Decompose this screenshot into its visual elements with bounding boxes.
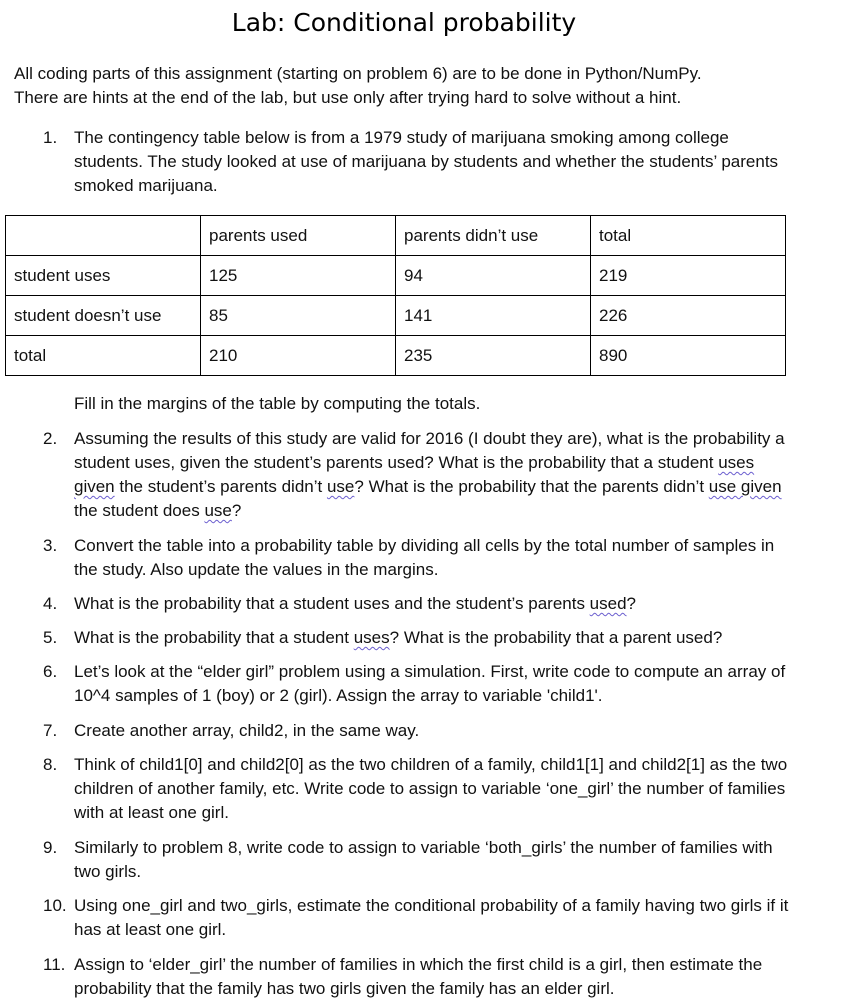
spellcheck-segment: use <box>204 501 232 520</box>
text-segment: the student’s parents didn’t <box>114 477 327 496</box>
table-header-row <box>6 216 786 256</box>
table-cell: 210 <box>201 336 396 376</box>
text-segment: ? <box>626 594 637 613</box>
question-number: 5. <box>43 628 58 647</box>
question-number: 3. <box>43 536 58 555</box>
table-cell: 235 <box>396 336 591 376</box>
table-cell <box>6 216 201 256</box>
table-cell: parents didn’t use <box>396 216 591 256</box>
question-text: Using one_girl and two_girls, estimate the conditional probability of a family having two girls if it has at least one girl. <box>74 896 789 939</box>
spellcheck-segment: use given <box>708 477 782 496</box>
intro-line: All coding parts of this assignment (starting on problem 6) are to be done in Python/NumPy. <box>14 64 702 83</box>
text-segment: ? What is the probability that a parent used? <box>389 628 723 647</box>
table-cell: 85 <box>201 296 396 336</box>
question-text <box>74 427 794 523</box>
question-text: Let’s look at the “elder girl” problem using a simulation. First, write code to compute an array of 10^4 samples of 1 (boy) or 2 (girl). Assign the array to variable 'child1'. <box>74 662 786 705</box>
question-text: Create another array, child2, in the same way. <box>74 721 420 740</box>
contingency-table <box>5 215 786 376</box>
intro-paragraph <box>14 62 804 110</box>
table-cell: student uses <box>6 256 201 296</box>
question-text <box>74 626 794 650</box>
spellcheck-segment: use <box>326 477 355 496</box>
fill-note: Fill in the margins of the table by computing the totals. <box>74 394 481 413</box>
table-row <box>6 336 786 376</box>
table-cell: student doesn’t use <box>6 296 201 336</box>
table-cell: 125 <box>201 256 396 296</box>
text-segment: Assuming the results of this study are valid for 2016 (I doubt they are), what is the probability a student uses, given the student’s parents used? What is the probability that a student <box>74 429 785 472</box>
text-segment: ? <box>231 501 242 520</box>
question-text: Convert the table into a probability table by dividing all cells by the total number of samples in the study. Also update the values in the margins. <box>74 536 775 579</box>
question-number: 7. <box>43 721 58 740</box>
table-cell: 890 <box>591 336 786 376</box>
question-number: 4. <box>43 594 58 613</box>
question-number: 6. <box>43 662 58 681</box>
table-cell: parents used <box>201 216 396 256</box>
question-number: 1. <box>43 128 58 147</box>
spellcheck-segment: uses given <box>74 453 755 496</box>
question-number: 10. <box>43 896 67 915</box>
question-number: 9. <box>43 838 58 857</box>
table-cell: 226 <box>591 296 786 336</box>
table-cell: 141 <box>396 296 591 336</box>
table-cell: total <box>591 216 786 256</box>
question-text <box>74 592 794 616</box>
table-cell: 219 <box>591 256 786 296</box>
table-row <box>6 256 786 296</box>
question-number: 11. <box>43 955 66 974</box>
question-number: 2. <box>43 429 58 448</box>
question-text: Think of child1[0] and child2[0] as the two children of a family, child1[1] and child2[1] as the two children of another family, etc. Write code to assign to variable ‘one_girl’ the number of families with at least one girl. <box>74 755 788 822</box>
table-row <box>6 296 786 336</box>
text-segment: What is the probability that a student <box>74 628 354 647</box>
spellcheck-segment: uses <box>353 628 390 647</box>
question-text: The contingency table below is from a 1979 study of marijuana smoking among college students. The study looked at use of marijuana by students and whether the students’ parents smoked marijuana. <box>74 128 779 195</box>
text-segment: What is the probability that a student uses and the student’s parents <box>74 594 590 613</box>
question-text: Assign to ‘elder_girl’ the number of families in which the first child is a girl, then estimate the probability that the family has two girls given the family has an elder girl. <box>74 955 763 998</box>
question-number: 8. <box>43 755 58 774</box>
text-segment: ? What is the probability that the parents didn’t <box>354 477 709 496</box>
spellcheck-segment: used <box>589 594 627 613</box>
text-segment: the student does <box>74 501 205 520</box>
table-cell: total <box>6 336 201 376</box>
page-title: Lab: Conditional probability <box>231 8 577 37</box>
table-cell: 94 <box>396 256 591 296</box>
intro-line: There are hints at the end of the lab, but use only after trying hard to solve without a hint. <box>14 88 682 107</box>
question-text: Similarly to problem 8, write code to assign to variable ‘both_girls’ the number of families with two girls. <box>74 838 773 881</box>
